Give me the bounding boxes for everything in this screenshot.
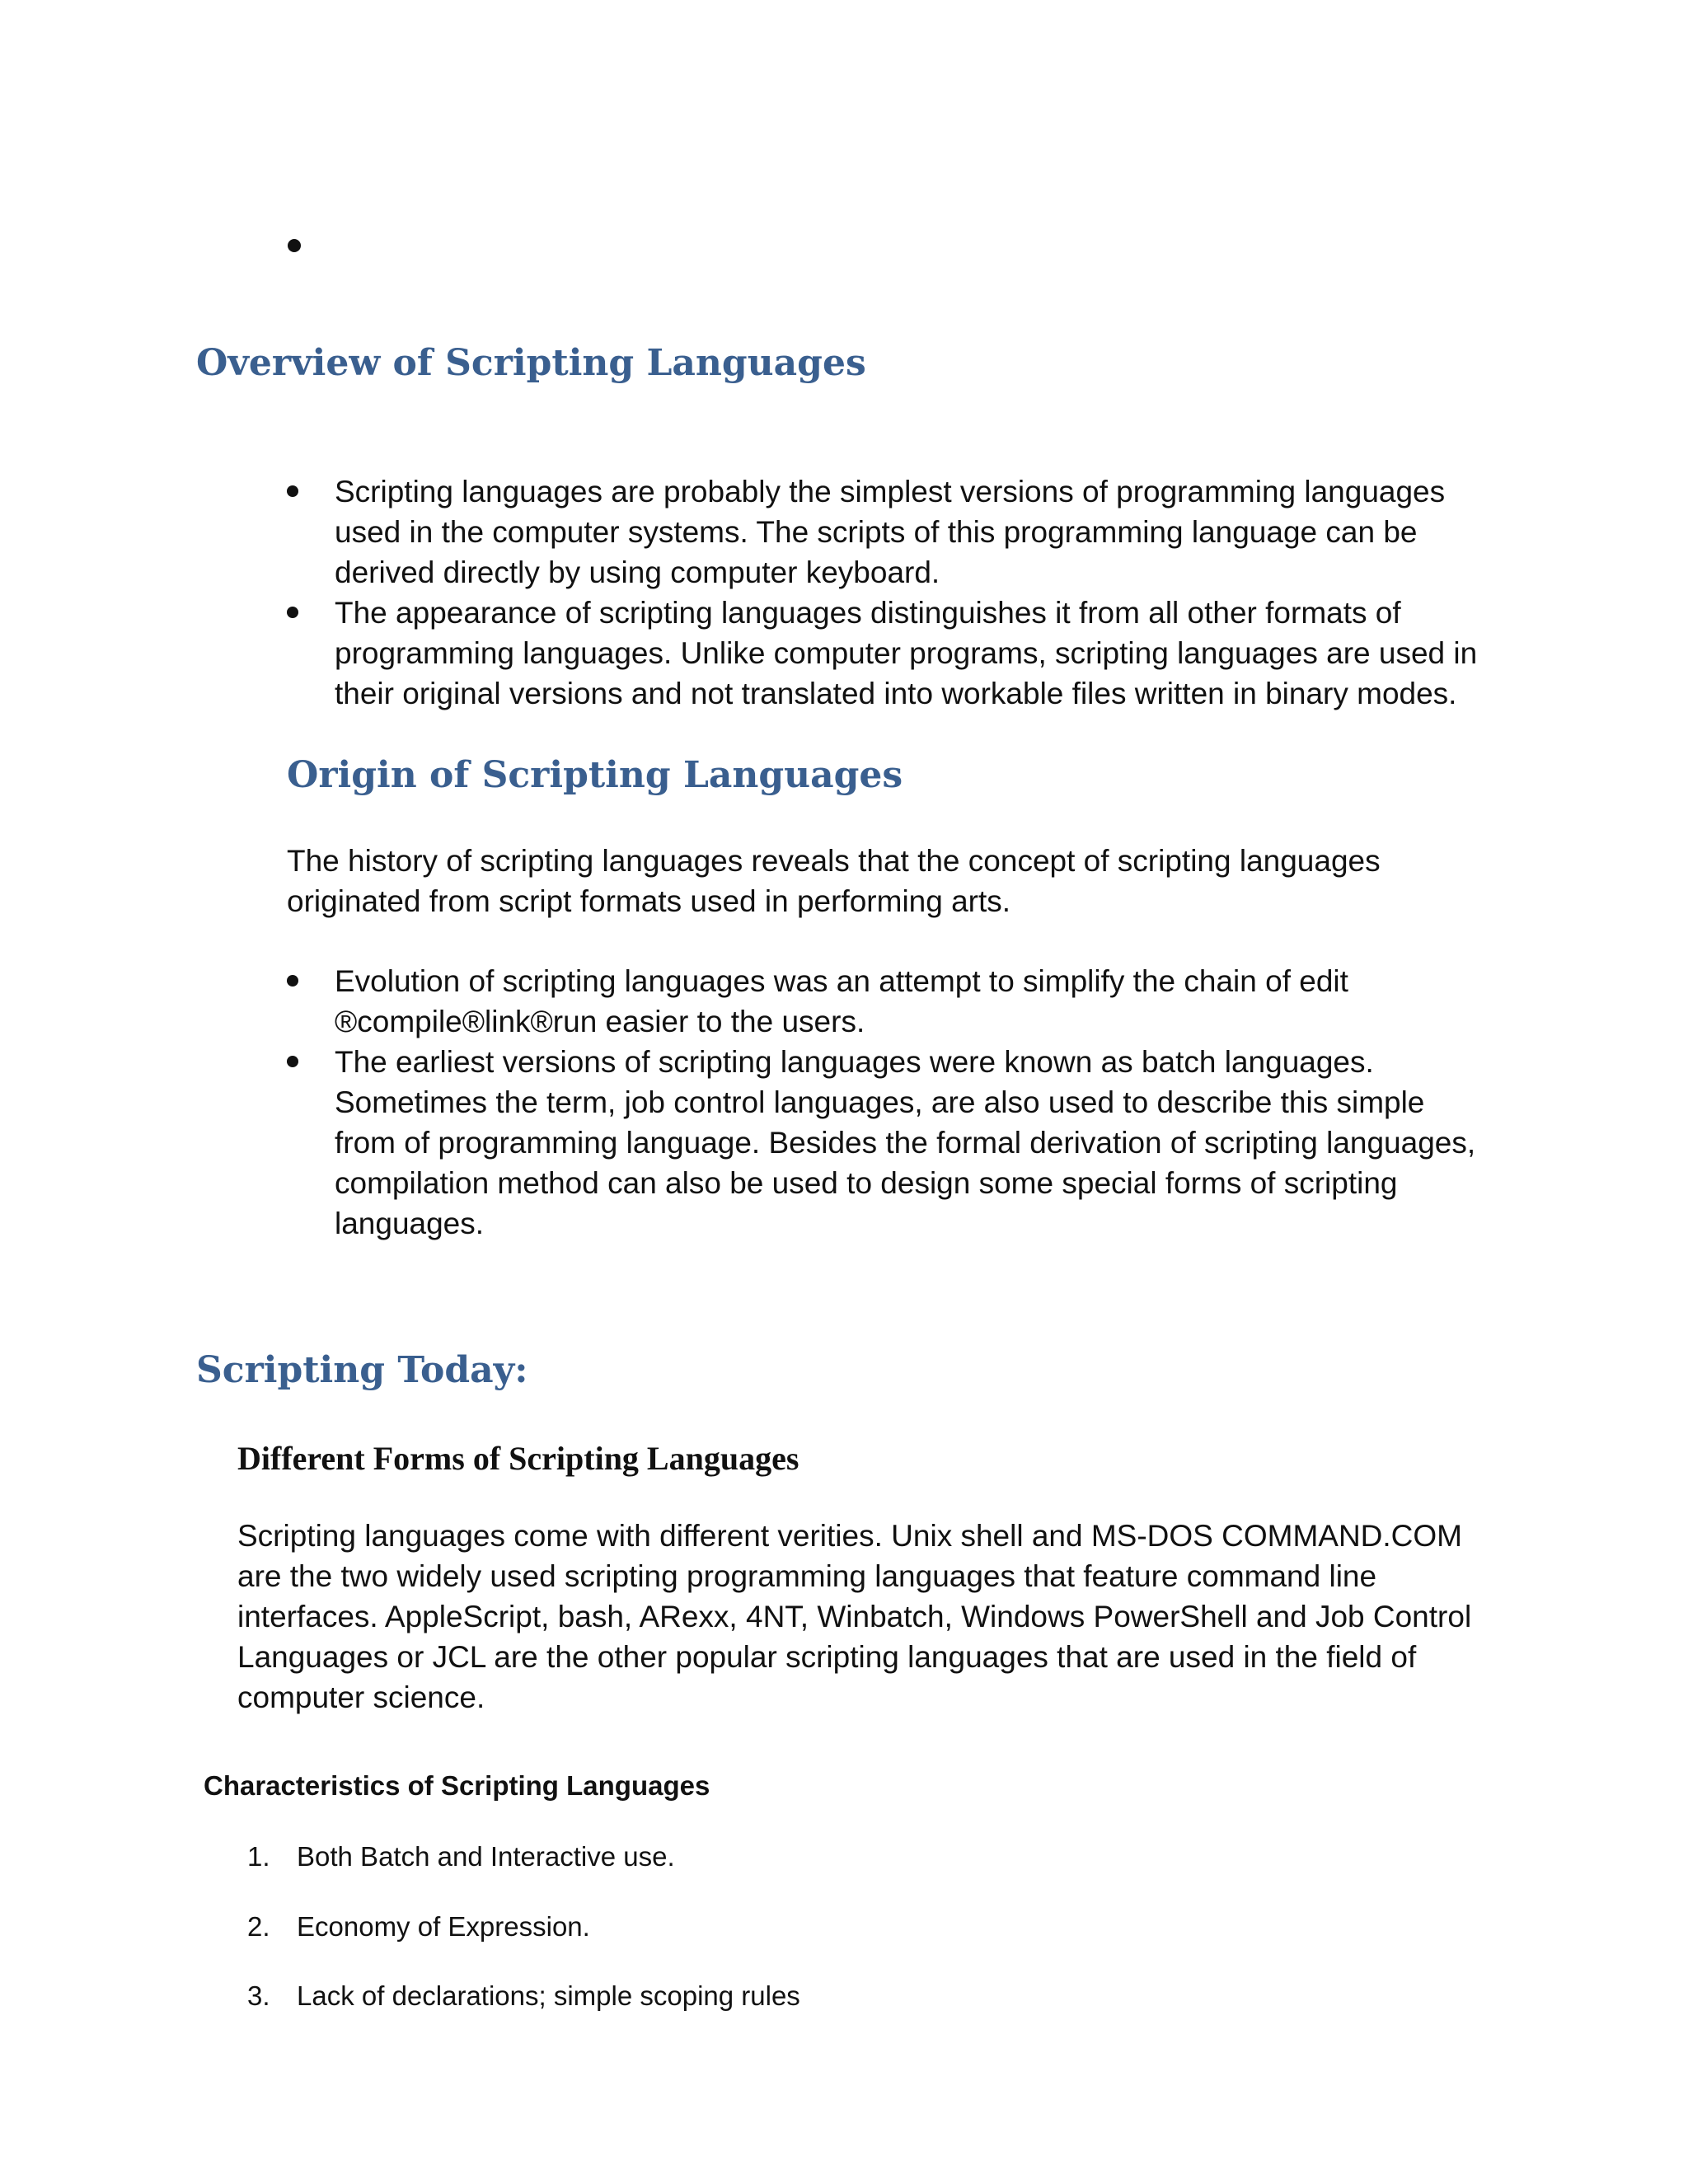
list-item (285, 1042, 1489, 1244)
bullet-text: Scripting languages are probably the simplest versions of programming languages used in the computer systems. The scripts of this programming language can be derived directly by using computer keyboard. (335, 475, 1446, 589)
bullet-icon (287, 485, 298, 497)
characteristics-heading: Characteristics of Scripting Languages (204, 1770, 710, 1801)
bullet-icon (287, 607, 298, 618)
empty-bullet (288, 239, 301, 252)
bullet-icon (287, 1056, 298, 1067)
scripting-today-paragraph: Scripting languages come with different verities. Unix shell and MS-DOS COMMAND.COM are the two widely used scripting programming languages that feature command line interfaces. AppleScript, bash, ARexx, 4NT, Winbatch, Windows PowerShell and Job Control Languages or JCL are the other popular scripting languages that are used in the field of computer science. (237, 1519, 1472, 1714)
list-item (285, 961, 1489, 1042)
bullet-text: The earliest versions of scripting languages were known as batch languages. Sometimes the term, job control languages, are also used to describe this simple from of programming language. Besides the formal derivation of scripting languages, compilation method can also be used to design some special forms of scripting languages. (335, 1045, 1476, 1240)
item-text: Both Batch and Interactive use. (297, 1841, 675, 1872)
overview-bullet-list (285, 471, 1480, 714)
origin-heading: Origin of Scripting Languages (287, 754, 903, 796)
list-item (285, 593, 1480, 714)
item-number: 1. (247, 1841, 270, 1872)
list-item (285, 471, 1480, 593)
item-text: Economy of Expression. (297, 1911, 590, 1942)
bullet-text: Evolution of scripting languages was an attempt to simplify the chain of edit ®compile®link®run easier to the users. (335, 964, 1348, 1038)
bullet-text: The appearance of scripting languages distinguishes it from all other formats of programming languages. Unlike computer programs, scripting languages are used in their original versions and not translated into workable files written in binary modes. (335, 596, 1478, 710)
numbered-item (247, 1840, 675, 1874)
bullet-icon (287, 975, 298, 987)
origin-bullet-list (285, 961, 1489, 1244)
scripting-today-heading: Scripting Today: (196, 1349, 528, 1391)
item-number: 3. (247, 1980, 270, 2011)
origin-paragraph: The history of scripting languages reveals that the concept of scripting languages originated from script formats used in performing arts. (287, 844, 1381, 918)
item-text: Lack of declarations; simple scoping rules (297, 1980, 800, 2011)
overview-heading: Overview of Scripting Languages (196, 342, 866, 384)
numbered-item (247, 1910, 590, 1944)
different-forms-subheading: Different Forms of Scripting Languages (237, 1440, 799, 1477)
numbered-item (247, 1979, 800, 2013)
item-number: 2. (247, 1911, 270, 1942)
